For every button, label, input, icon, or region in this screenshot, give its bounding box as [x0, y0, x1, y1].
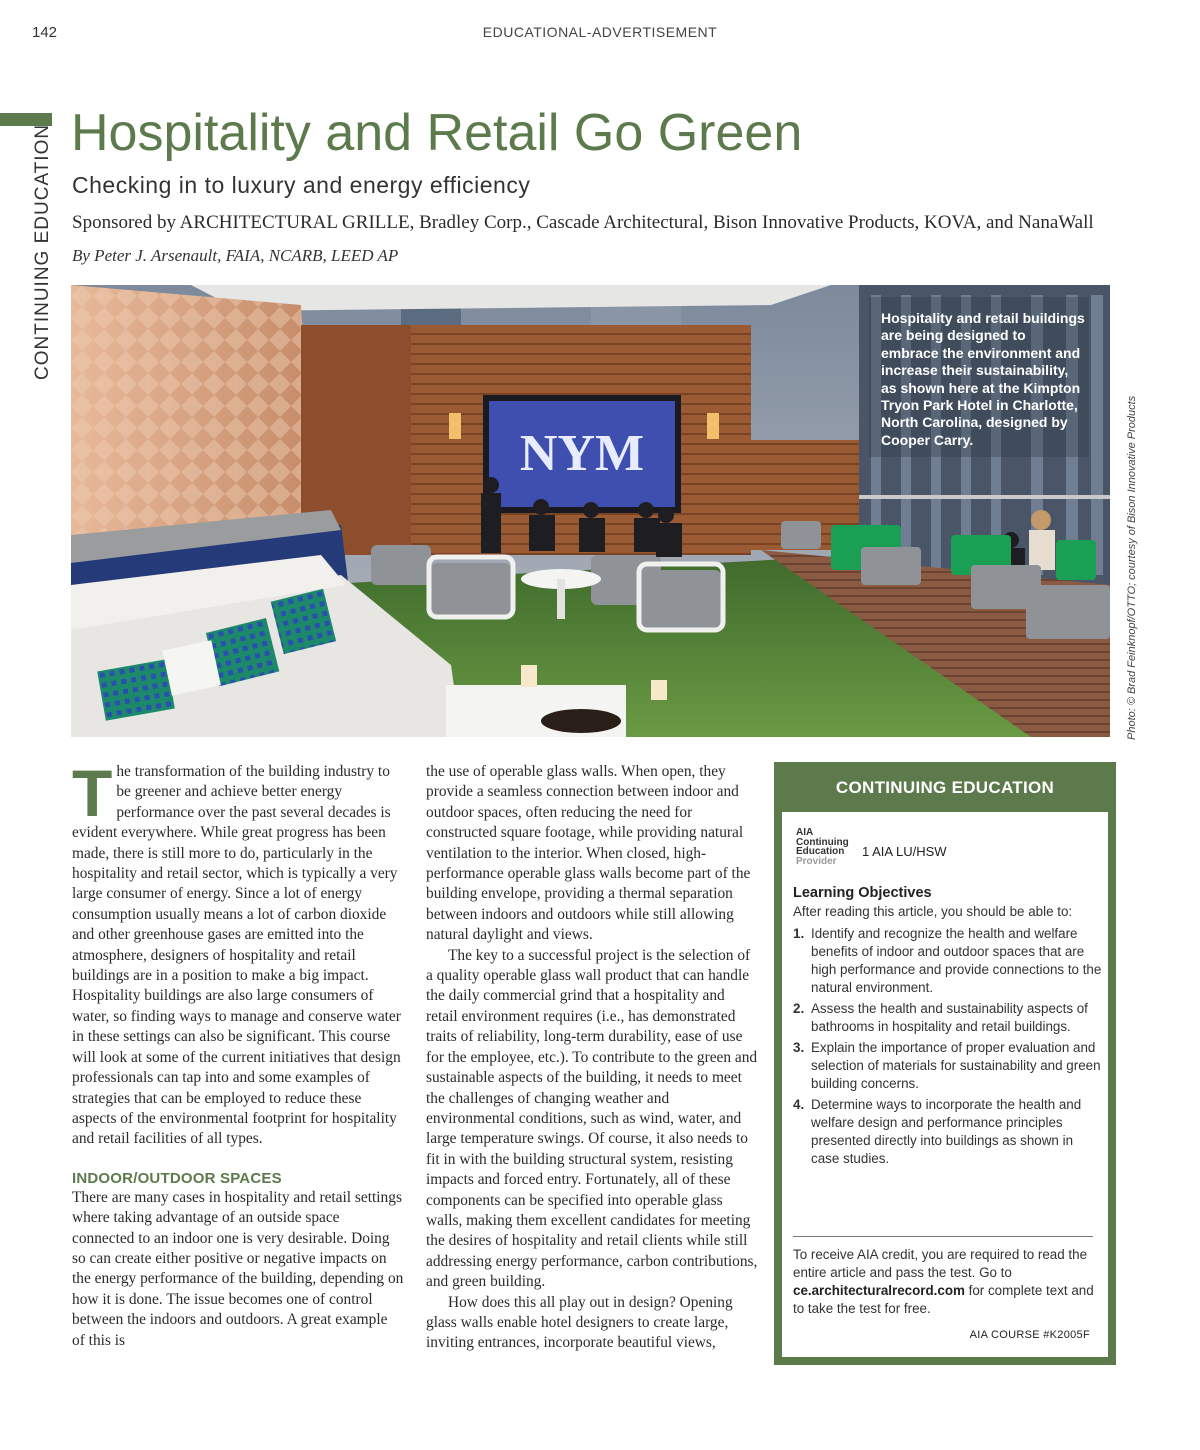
aia-provider-logo: AIA Continuing Education Provider — [796, 827, 849, 867]
credit-instructions: To receive AIA credit, you are required to read the entire article and pass the test. Go to ce.architecturalrecord.com for complete text and to take the test for free. — [793, 1247, 1094, 1316]
divider — [793, 1236, 1093, 1237]
side-section-label: CONTINUING EDUCATION — [32, 123, 53, 380]
body-paragraph: There are many cases in hospitality and retail settings where taking advantage of an outside space connected to an indoor one is very desirable. Doing so can create either positive or negative impacts on the energy performance of the building, depending on how it is done. The issue becomes one of control between the indoors and outdoors. A great example of this is — [72, 1188, 404, 1349]
course-number: AIA COURSE #K2005F — [969, 1329, 1090, 1341]
section-subhead: INDOOR/OUTDOOR SPACES — [72, 1169, 282, 1187]
body-paragraph: the use of operable glass walls. When open, they provide a seamless connection between indoor and outdoor spaces, often reducing the need for constructed square footage, while providing natural ventilation to the interior. When closed, high-performance operable glass walls become part of the building envelope, providing a thermal separation between indoors and outdoors while still allowing natural daylight and views. — [426, 763, 751, 944]
objective-item: 1. Identify and recognize the health and welfare benefits of indoor and outdoor spaces that are high performance and provide connections to the natural environment. — [793, 926, 1102, 995]
body-column-2 — [426, 762, 758, 1354]
ce-website-link[interactable]: ce.architecturalrecord.com — [793, 1283, 965, 1298]
article-subtitle: Checking in to luxury and energy efficiency — [72, 172, 531, 198]
body-paragraph: How does this all play out in design? Opening glass walls enable hotel designers to create large, inviting entrances, incorporate beautiful views, — [426, 1293, 733, 1352]
screen-logo: NYM — [519, 425, 645, 482]
objective-item: 3. Explain the importance of proper evaluation and selection of materials for sustainability and green building concerns. — [793, 1040, 1101, 1091]
article-title: Hospitality and Retail Go Green — [71, 104, 803, 162]
body-column-1 — [72, 756, 404, 1351]
objective-item: 4. Determine ways to incorporate the health and welfare design and performance principles presented directly into buildings as shown in case studies. — [793, 1097, 1082, 1166]
credit-hours-label: 1 AIA LU/HSW — [862, 844, 947, 859]
sponsor-line: Sponsored by ARCHITECTURAL GRILLE, Bradley Corp., Cascade Architectural, Bison Innovative Products, KOVA, and NanaWall — [72, 212, 1094, 233]
page-number: 142 — [32, 24, 58, 41]
photo-credit: Photo: © Brad Feinknopf/OTTO; courtesy of Bison Innovative Products — [1126, 395, 1138, 740]
photo-caption: Hospitality and retail buildings are being designed to embrace the environment and increase their sustainability, as shown here at the Kimpton Tryon Park Hotel in Charlotte, North Carolina, designed by Cooper Carry. — [881, 310, 1085, 448]
drop-cap: T — [72, 756, 113, 830]
ce-box-heading: CONTINUING EDUCATION — [835, 778, 1055, 797]
header-label: EDUCATIONAL-ADVERTISEMENT — [482, 24, 718, 40]
byline: By Peter J. Arsenault, FAIA, NCARB, LEED AP — [72, 246, 399, 265]
intro-text: he transformation of the building industry to be greener and achieve better energy performance over the past several decades is evident everywhere. While great progress has been made, there is still more to do, particularly in the hospitality and retail sector, which is typically a very large consumer of energy. Since a lot of energy consumption usually means a lot of carbon dioxide and other greenhouse gases are emitted into the atmosphere, designers of hospitality and retail buildings are in a position to make a big impact. Hospitality buildings are also large consumers of water, so finding ways to manage and conserve water in these settings can also be significant. This course will look at some of the current initiatives that design professionals can tap into and some examples of strategies that can be employed to reduce these aspects of the environmental footprint for hospitality and retail facilities of all types. — [72, 763, 401, 1148]
learning-objectives-intro: After reading this article, you should be able to: — [793, 904, 1073, 919]
learning-objectives-list — [793, 925, 1103, 1171]
body-paragraph: The key to a successful project is the selection of a quality operable glass wall product that can handle the daily commercial grind that a hospitality and retail environment requires (i.e., has demonstrated traits of reliability, long-term durability, ease of use for the employee, etc.). To contribute to the green and sustainable aspects of the building, it needs to meet the challenges of changing weather and environmental conditions, such as wind, water, and large temperature swings. Of course, it also needs to fit in with the building structural system, resisting impacts and forced entry. Fortunately, all of these components can be specified into operable glass walls, making them excellent candidates for meeting the desires of hospitality and retail clients while still addressing energy performance, carbon contributions, and green building. — [426, 946, 758, 1291]
intro-paragraph — [72, 756, 404, 1150]
objective-item: 2. Assess the health and sustainability aspects of bathrooms in hospitality and retail buildings. — [793, 1001, 1088, 1034]
learning-objectives-title: Learning Objectives — [793, 885, 932, 901]
